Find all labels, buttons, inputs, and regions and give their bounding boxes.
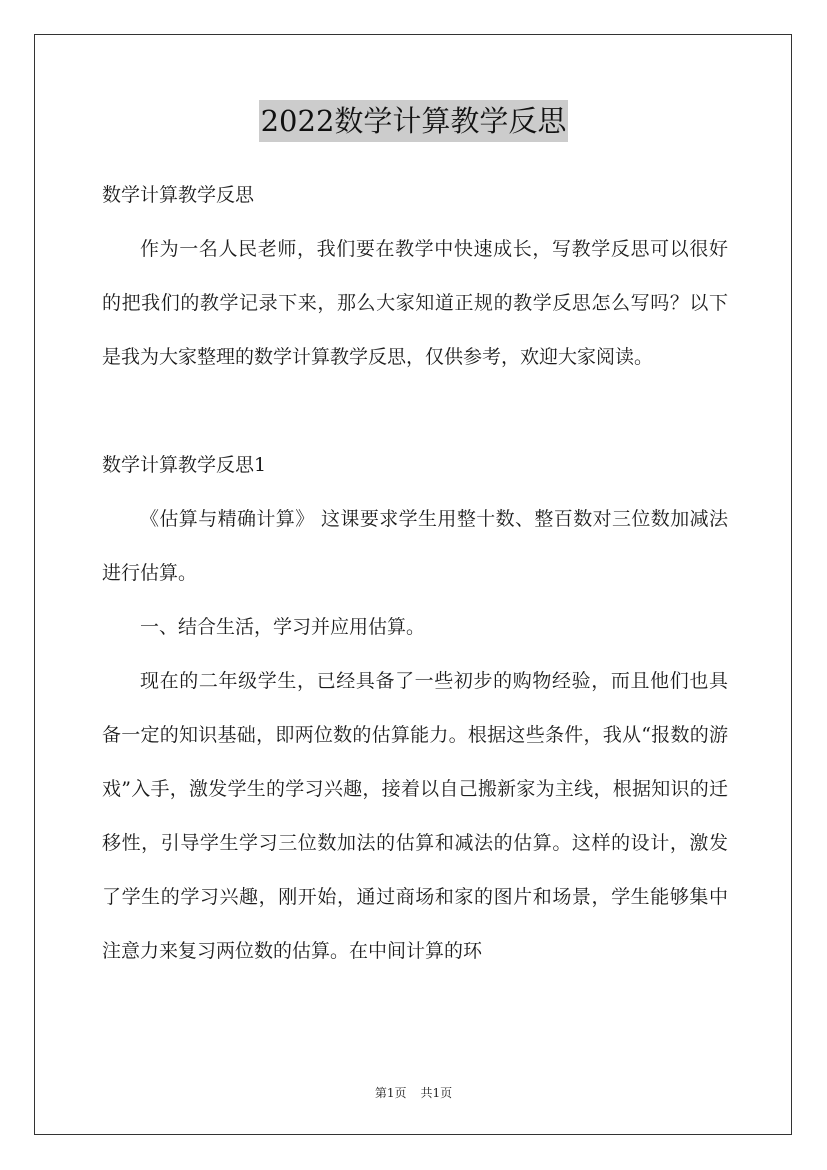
title-container [0,100,827,142]
body-paragraph: 现在的二年级学生，已经具备了一些初步的购物经验，而且他们也具备一定的知识基础，即两位数的估算能力。根据这些条件，我从“报数的游戏”入手，激发学生的学习兴趣，接着以自己搬新家为主线，根据知识的迁移性，引导学生学习三位数加法的估算和减法的估算。这样的设计，激发了学生的学习兴趣，刚开始，通过商场和家的图片和场景，学生能够集中注意力来复习两位数的估算。在中间计算的环 [102,670,728,962]
page-total: 共1页 [420,1086,453,1100]
body-paragraph: 《估算与精确计算》 这课要求学生用整十数、整百数对三位数加减法进行估算。 [102,508,728,584]
document-title: 2022数学计算教学反思 [259,100,569,142]
body-paragraph: 一、结合生活，学习并应用估算。 [140,616,426,638]
page-number: 第1页 [374,1086,407,1100]
document-body [102,168,728,978]
section-heading: 数学计算教学反思1 [102,454,267,476]
page-footer [0,1084,827,1102]
subtitle: 数学计算教学反思 [102,184,255,206]
blank-line [102,384,728,438]
intro-paragraph: 作为一名人民老师，我们要在教学中快速成长，写教学反思可以很好的把我们的教学记录下来，那么大家知道正规的教学反思怎么写吗？以下是我为大家整理的数学计算教学反思，仅供参考，欢迎大家阅读。 [102,238,728,368]
